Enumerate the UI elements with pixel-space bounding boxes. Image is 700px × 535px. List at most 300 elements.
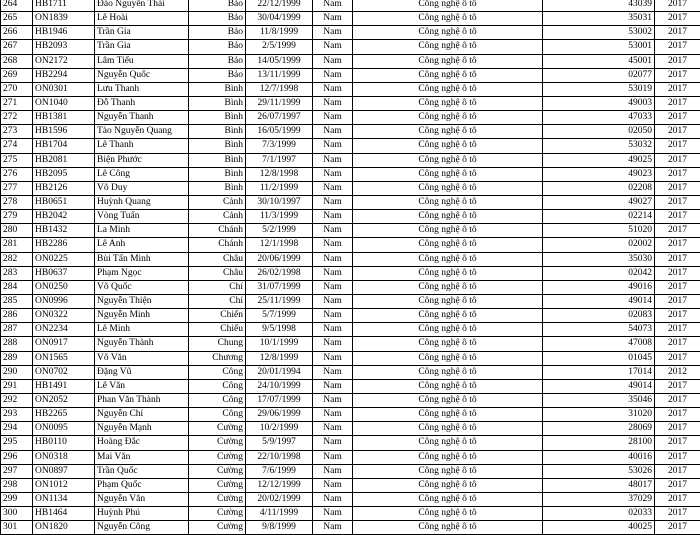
row-number-cell: 295 xyxy=(1,436,33,450)
major-cell: Công nghệ ô tô xyxy=(353,266,543,280)
first-name-cell: Cường xyxy=(189,422,246,436)
row-number-cell: 289 xyxy=(1,351,33,365)
date-of-birth-cell: 13/11/1999 xyxy=(246,68,313,82)
row-number-cell: 286 xyxy=(1,309,33,323)
row-number-cell: 276 xyxy=(1,167,33,181)
student-code-cell: ON1012 xyxy=(33,478,95,492)
row-number-cell: 280 xyxy=(1,224,33,238)
gender-cell: Nam xyxy=(313,82,353,96)
first-name-cell: Cường xyxy=(189,521,246,535)
first-name-cell: Bảo xyxy=(189,26,246,40)
major-cell: Công nghệ ô tô xyxy=(353,82,543,96)
year-cell: 2012 xyxy=(655,365,700,379)
student-code-cell: HB1704 xyxy=(33,139,95,153)
table-row xyxy=(1,422,700,436)
first-name-cell: Bình xyxy=(189,139,246,153)
gender-cell: Nam xyxy=(313,252,353,266)
last-middle-name-cell: Biện Phước xyxy=(95,153,189,167)
student-code-cell: HB1711 xyxy=(33,0,95,12)
major-cell: Công nghệ ô tô xyxy=(353,450,543,464)
candidate-number-cell: 02077 xyxy=(543,68,655,82)
table-row xyxy=(1,351,700,365)
gender-cell: Nam xyxy=(313,238,353,252)
gender-cell: Nam xyxy=(313,464,353,478)
first-name-cell: Bình xyxy=(189,125,246,139)
gender-cell: Nam xyxy=(313,181,353,195)
gender-cell: Nam xyxy=(313,422,353,436)
year-cell: 2017 xyxy=(655,280,700,294)
row-number-cell: 290 xyxy=(1,365,33,379)
gender-cell: Nam xyxy=(313,351,353,365)
last-middle-name-cell: Bùi Tấn Minh xyxy=(95,252,189,266)
last-middle-name-cell: Lê Anh xyxy=(95,238,189,252)
major-cell: Công nghệ ô tô xyxy=(353,139,543,153)
year-cell: 2017 xyxy=(655,26,700,40)
major-cell: Công nghệ ô tô xyxy=(353,224,543,238)
row-number-cell: 298 xyxy=(1,478,33,492)
row-number-cell: 296 xyxy=(1,450,33,464)
table-row xyxy=(1,181,700,195)
gender-cell: Nam xyxy=(313,0,353,12)
date-of-birth-cell: 14/05/1999 xyxy=(246,54,313,68)
student-code-cell: HB1432 xyxy=(33,224,95,238)
first-name-cell: Công xyxy=(189,365,246,379)
table-row xyxy=(1,139,700,153)
date-of-birth-cell: 20/02/1999 xyxy=(246,492,313,506)
date-of-birth-cell: 11/2/1999 xyxy=(246,181,313,195)
first-name-cell: Bảo xyxy=(189,0,246,12)
gender-cell: Nam xyxy=(313,210,353,224)
student-code-cell: HB2294 xyxy=(33,68,95,82)
table-row xyxy=(1,266,700,280)
year-cell: 2017 xyxy=(655,96,700,110)
row-number-cell: 275 xyxy=(1,153,33,167)
last-middle-name-cell: Võ Văn xyxy=(95,351,189,365)
row-number-cell: 283 xyxy=(1,266,33,280)
first-name-cell: Châu xyxy=(189,252,246,266)
table-row xyxy=(1,492,700,506)
table-row xyxy=(1,365,700,379)
date-of-birth-cell: 16/05/1999 xyxy=(246,125,313,139)
gender-cell: Nam xyxy=(313,167,353,181)
student-code-cell: ON0095 xyxy=(33,422,95,436)
candidate-number-cell: 53002 xyxy=(543,26,655,40)
major-cell: Công nghệ ô tô xyxy=(353,210,543,224)
gender-cell: Nam xyxy=(313,450,353,464)
student-code-cell: ON0897 xyxy=(33,464,95,478)
row-number-cell: 270 xyxy=(1,82,33,96)
year-cell: 2017 xyxy=(655,450,700,464)
last-middle-name-cell: Nguyễn Minh xyxy=(95,309,189,323)
row-number-cell: 273 xyxy=(1,125,33,139)
date-of-birth-cell: 30/04/1999 xyxy=(246,12,313,26)
candidate-number-cell: 49014 xyxy=(543,294,655,308)
candidate-number-cell: 28100 xyxy=(543,436,655,450)
date-of-birth-cell: 20/01/1994 xyxy=(246,365,313,379)
major-cell: Công nghệ ô tô xyxy=(353,96,543,110)
year-cell: 2017 xyxy=(655,408,700,422)
first-name-cell: Công xyxy=(189,379,246,393)
candidate-number-cell: 40025 xyxy=(543,521,655,535)
candidate-number-cell: 47008 xyxy=(543,337,655,351)
year-cell: 2017 xyxy=(655,266,700,280)
last-middle-name-cell: Nguyễn Thiện xyxy=(95,294,189,308)
date-of-birth-cell: 2/5/1999 xyxy=(246,40,313,54)
last-middle-name-cell: Lê Minh xyxy=(95,323,189,337)
gender-cell: Nam xyxy=(313,309,353,323)
student-code-cell: HB1946 xyxy=(33,26,95,40)
date-of-birth-cell: 10/2/1999 xyxy=(246,422,313,436)
student-code-cell: HB2286 xyxy=(33,238,95,252)
student-code-cell: HB2042 xyxy=(33,210,95,224)
major-cell: Công nghệ ô tô xyxy=(353,0,543,12)
year-cell: 2017 xyxy=(655,82,700,96)
row-number-cell: 297 xyxy=(1,464,33,478)
student-code-cell: HB0637 xyxy=(33,266,95,280)
row-number-cell: 300 xyxy=(1,507,33,521)
candidate-number-cell: 28069 xyxy=(543,422,655,436)
candidate-number-cell: 35031 xyxy=(543,12,655,26)
row-number-cell: 272 xyxy=(1,111,33,125)
major-cell: Công nghệ ô tô xyxy=(353,280,543,294)
gender-cell: Nam xyxy=(313,478,353,492)
table-row xyxy=(1,68,700,82)
year-cell: 2017 xyxy=(655,111,700,125)
candidate-number-cell: 02050 xyxy=(543,125,655,139)
year-cell: 2017 xyxy=(655,464,700,478)
student-code-cell: ON0301 xyxy=(33,82,95,96)
last-middle-name-cell: Huỳnh Phú xyxy=(95,507,189,521)
student-code-cell: HB1464 xyxy=(33,507,95,521)
row-number-cell: 264 xyxy=(1,0,33,12)
last-middle-name-cell: Nguyễn Quốc xyxy=(95,68,189,82)
student-code-cell: ON1820 xyxy=(33,521,95,535)
gender-cell: Nam xyxy=(313,125,353,139)
first-name-cell: Công xyxy=(189,408,246,422)
student-code-cell: ON0318 xyxy=(33,450,95,464)
first-name-cell: Bảo xyxy=(189,12,246,26)
last-middle-name-cell: Mai Văn xyxy=(95,450,189,464)
table-row xyxy=(1,507,700,521)
last-middle-name-cell: Võ Quốc xyxy=(95,280,189,294)
student-code-cell: ON1134 xyxy=(33,492,95,506)
candidate-number-cell: 35030 xyxy=(543,252,655,266)
gender-cell: Nam xyxy=(313,40,353,54)
candidate-number-cell: 49003 xyxy=(543,96,655,110)
student-code-cell: HB0110 xyxy=(33,436,95,450)
gender-cell: Nam xyxy=(313,337,353,351)
major-cell: Công nghệ ô tô xyxy=(353,351,543,365)
row-number-cell: 279 xyxy=(1,210,33,224)
row-number-cell: 282 xyxy=(1,252,33,266)
major-cell: Công nghệ ô tô xyxy=(353,26,543,40)
last-middle-name-cell: Phạm Ngọc xyxy=(95,266,189,280)
row-number-cell: 278 xyxy=(1,195,33,209)
student-code-cell: ON0917 xyxy=(33,337,95,351)
gender-cell: Nam xyxy=(313,54,353,68)
last-middle-name-cell: Nguyễn Công xyxy=(95,521,189,535)
student-code-cell: HB0651 xyxy=(33,195,95,209)
candidate-number-cell: 49025 xyxy=(543,153,655,167)
year-cell: 2017 xyxy=(655,40,700,54)
student-code-cell: HB2126 xyxy=(33,181,95,195)
first-name-cell: Bình xyxy=(189,82,246,96)
date-of-birth-cell: 12/1/1998 xyxy=(246,238,313,252)
table-row xyxy=(1,82,700,96)
date-of-birth-cell: 7/1/1997 xyxy=(246,153,313,167)
date-of-birth-cell: 22/10/1998 xyxy=(246,450,313,464)
gender-cell: Nam xyxy=(313,224,353,238)
row-number-cell: 288 xyxy=(1,337,33,351)
date-of-birth-cell: 12/7/1998 xyxy=(246,82,313,96)
year-cell: 2017 xyxy=(655,210,700,224)
year-cell: 2017 xyxy=(655,436,700,450)
candidate-number-cell: 02208 xyxy=(543,181,655,195)
first-name-cell: Chí xyxy=(189,280,246,294)
first-name-cell: Bảo xyxy=(189,54,246,68)
year-cell: 2017 xyxy=(655,181,700,195)
major-cell: Công nghệ ô tô xyxy=(353,111,543,125)
date-of-birth-cell: 24/10/1999 xyxy=(246,379,313,393)
table-row xyxy=(1,252,700,266)
gender-cell: Nam xyxy=(313,96,353,110)
date-of-birth-cell: 25/11/1999 xyxy=(246,294,313,308)
year-cell: 2017 xyxy=(655,521,700,535)
table-row xyxy=(1,379,700,393)
gender-cell: Nam xyxy=(313,379,353,393)
first-name-cell: Bình xyxy=(189,167,246,181)
table-row xyxy=(1,393,700,407)
student-code-cell: HB1381 xyxy=(33,111,95,125)
year-cell: 2017 xyxy=(655,224,700,238)
date-of-birth-cell: 17/07/1999 xyxy=(246,393,313,407)
year-cell: 2017 xyxy=(655,323,700,337)
year-cell: 2017 xyxy=(655,309,700,323)
last-middle-name-cell: Nguyễn Văn xyxy=(95,492,189,506)
major-cell: Công nghệ ô tô xyxy=(353,323,543,337)
student-code-cell: ON1839 xyxy=(33,12,95,26)
date-of-birth-cell: 9/5/1998 xyxy=(246,323,313,337)
first-name-cell: Chánh xyxy=(189,224,246,238)
date-of-birth-cell: 30/10/1997 xyxy=(246,195,313,209)
table-row xyxy=(1,153,700,167)
candidate-number-cell: 02033 xyxy=(543,507,655,521)
year-cell: 2017 xyxy=(655,379,700,393)
candidate-number-cell: 49016 xyxy=(543,280,655,294)
year-cell: 2017 xyxy=(655,167,700,181)
student-code-cell: HB2093 xyxy=(33,40,95,54)
date-of-birth-cell: 10/1/1999 xyxy=(246,337,313,351)
date-of-birth-cell: 26/02/1998 xyxy=(246,266,313,280)
first-name-cell: Chiếu xyxy=(189,323,246,337)
major-cell: Công nghệ ô tô xyxy=(353,309,543,323)
major-cell: Công nghệ ô tô xyxy=(353,68,543,82)
row-number-cell: 292 xyxy=(1,393,33,407)
last-middle-name-cell: Lê Hoài xyxy=(95,12,189,26)
table-row xyxy=(1,40,700,54)
candidate-number-cell: 51020 xyxy=(543,224,655,238)
row-number-cell: 266 xyxy=(1,26,33,40)
last-middle-name-cell: Lê Công xyxy=(95,167,189,181)
first-name-cell: Chánh xyxy=(189,238,246,252)
first-name-cell: Bình xyxy=(189,181,246,195)
major-cell: Công nghệ ô tô xyxy=(353,125,543,139)
row-number-cell: 301 xyxy=(1,521,33,535)
gender-cell: Nam xyxy=(313,26,353,40)
last-middle-name-cell: Đỗ Thanh xyxy=(95,96,189,110)
candidate-number-cell: 40016 xyxy=(543,450,655,464)
last-middle-name-cell: Phan Văn Thành xyxy=(95,393,189,407)
row-number-cell: 267 xyxy=(1,40,33,54)
student-code-cell: ON1565 xyxy=(33,351,95,365)
row-number-cell: 269 xyxy=(1,68,33,82)
last-middle-name-cell: Lê Văn xyxy=(95,379,189,393)
table-row xyxy=(1,111,700,125)
candidate-number-cell: 53001 xyxy=(543,40,655,54)
date-of-birth-cell: 5/9/1997 xyxy=(246,436,313,450)
year-cell: 2017 xyxy=(655,507,700,521)
student-code-cell: ON2234 xyxy=(33,323,95,337)
table-row xyxy=(1,337,700,351)
last-middle-name-cell: Huỳnh Quang xyxy=(95,195,189,209)
table-row xyxy=(1,323,700,337)
candidate-number-cell: 01045 xyxy=(543,351,655,365)
date-of-birth-cell: 29/06/1999 xyxy=(246,408,313,422)
candidate-number-cell: 02002 xyxy=(543,238,655,252)
last-middle-name-cell: Võ Duy xyxy=(95,181,189,195)
major-cell: Công nghệ ô tô xyxy=(353,153,543,167)
student-code-cell: ON2052 xyxy=(33,393,95,407)
row-number-cell: 287 xyxy=(1,323,33,337)
date-of-birth-cell: 11/8/1999 xyxy=(246,26,313,40)
first-name-cell: Bình xyxy=(189,153,246,167)
last-middle-name-cell: Tào Nguyễn Quang xyxy=(95,125,189,139)
table-row xyxy=(1,167,700,181)
major-cell: Công nghệ ô tô xyxy=(353,294,543,308)
last-middle-name-cell: Trần Gia xyxy=(95,40,189,54)
date-of-birth-cell: 7/3/1999 xyxy=(246,139,313,153)
row-number-cell: 291 xyxy=(1,379,33,393)
last-middle-name-cell: Phạm Quốc xyxy=(95,478,189,492)
first-name-cell: Châu xyxy=(189,266,246,280)
date-of-birth-cell: 26/07/1997 xyxy=(246,111,313,125)
first-name-cell: Bảo xyxy=(189,40,246,54)
row-number-cell: 268 xyxy=(1,54,33,68)
major-cell: Công nghệ ô tô xyxy=(353,492,543,506)
table-row xyxy=(1,408,700,422)
first-name-cell: Cường xyxy=(189,464,246,478)
last-middle-name-cell: Lê Thanh xyxy=(95,139,189,153)
candidate-number-cell: 02214 xyxy=(543,210,655,224)
row-number-cell: 265 xyxy=(1,12,33,26)
first-name-cell: Cường xyxy=(189,492,246,506)
candidate-number-cell: 43039 xyxy=(543,0,655,12)
first-name-cell: Cường xyxy=(189,507,246,521)
table-body xyxy=(1,0,700,535)
student-code-cell: HB1596 xyxy=(33,125,95,139)
major-cell: Công nghệ ô tô xyxy=(353,181,543,195)
student-code-cell: HB2081 xyxy=(33,153,95,167)
table-row xyxy=(1,309,700,323)
first-name-cell: Chương xyxy=(189,351,246,365)
year-cell: 2017 xyxy=(655,139,700,153)
gender-cell: Nam xyxy=(313,139,353,153)
last-middle-name-cell: Nguyễn Thành xyxy=(95,337,189,351)
gender-cell: Nam xyxy=(313,365,353,379)
last-middle-name-cell: Trần Quốc xyxy=(95,464,189,478)
first-name-cell: Bình xyxy=(189,111,246,125)
first-name-cell: Cường xyxy=(189,450,246,464)
candidate-number-cell: 31020 xyxy=(543,408,655,422)
gender-cell: Nam xyxy=(313,507,353,521)
date-of-birth-cell: 12/12/1999 xyxy=(246,478,313,492)
year-cell: 2017 xyxy=(655,492,700,506)
candidate-number-cell: 53019 xyxy=(543,82,655,96)
candidate-number-cell: 45001 xyxy=(543,54,655,68)
last-middle-name-cell: Vòng Tuấn xyxy=(95,210,189,224)
major-cell: Công nghệ ô tô xyxy=(353,252,543,266)
table-row xyxy=(1,195,700,209)
table-row xyxy=(1,521,700,535)
table-row xyxy=(1,238,700,252)
candidate-number-cell: 17014 xyxy=(543,365,655,379)
major-cell: Công nghệ ô tô xyxy=(353,12,543,26)
first-name-cell: Cường xyxy=(189,478,246,492)
date-of-birth-cell: 5/2/1999 xyxy=(246,224,313,238)
row-number-cell: 293 xyxy=(1,408,33,422)
major-cell: Công nghệ ô tô xyxy=(353,337,543,351)
year-cell: 2017 xyxy=(655,238,700,252)
first-name-cell: Công xyxy=(189,393,246,407)
first-name-cell: Bình xyxy=(189,96,246,110)
table-row xyxy=(1,294,700,308)
candidate-number-cell: 53026 xyxy=(543,464,655,478)
table-row xyxy=(1,96,700,110)
student-code-cell: ON0250 xyxy=(33,280,95,294)
first-name-cell: Cảnh xyxy=(189,210,246,224)
date-of-birth-cell: 20/06/1999 xyxy=(246,252,313,266)
candidate-number-cell: 37029 xyxy=(543,492,655,506)
candidate-number-cell: 49014 xyxy=(543,379,655,393)
student-code-cell: ON0322 xyxy=(33,309,95,323)
table-row xyxy=(1,464,700,478)
student-code-cell: ON0702 xyxy=(33,365,95,379)
gender-cell: Nam xyxy=(313,280,353,294)
last-middle-name-cell: La Minh xyxy=(95,224,189,238)
last-middle-name-cell: Lưu Thanh xyxy=(95,82,189,96)
first-name-cell: Chí xyxy=(189,294,246,308)
last-middle-name-cell: Đào Nguyễn Thái xyxy=(95,0,189,12)
year-cell: 2017 xyxy=(655,54,700,68)
last-middle-name-cell: Nguyễn Thanh xyxy=(95,111,189,125)
major-cell: Công nghệ ô tô xyxy=(353,436,543,450)
row-number-cell: 294 xyxy=(1,422,33,436)
year-cell: 2017 xyxy=(655,68,700,82)
last-middle-name-cell: Đặng Vũ xyxy=(95,365,189,379)
candidate-number-cell: 35046 xyxy=(543,393,655,407)
table-row xyxy=(1,12,700,26)
gender-cell: Nam xyxy=(313,393,353,407)
year-cell: 2017 xyxy=(655,252,700,266)
row-number-cell: 285 xyxy=(1,294,33,308)
student-code-cell: ON2172 xyxy=(33,54,95,68)
major-cell: Công nghệ ô tô xyxy=(353,507,543,521)
last-middle-name-cell: Nguyễn Mạnh xyxy=(95,422,189,436)
last-middle-name-cell: Lâm Tiểu xyxy=(95,54,189,68)
date-of-birth-cell: 11/3/1999 xyxy=(246,210,313,224)
major-cell: Công nghệ ô tô xyxy=(353,40,543,54)
candidate-number-cell: 54073 xyxy=(543,323,655,337)
